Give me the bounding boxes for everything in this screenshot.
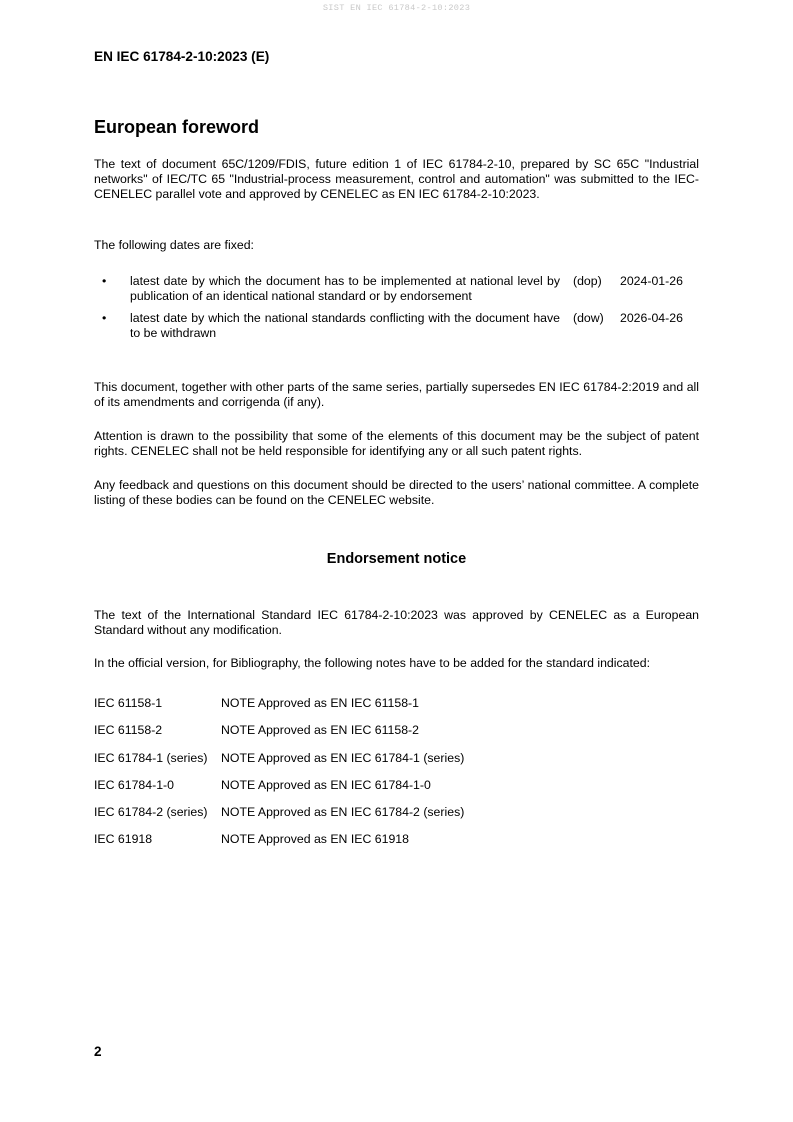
date-description: latest date by which the national standards conflicting with the document have to be withdrawn <box>130 311 560 340</box>
foreword-paragraph-2: The following dates are fixed: <box>94 238 254 252</box>
endorsement-title: Endorsement notice <box>326 551 467 567</box>
date-code: (dow) <box>573 311 604 325</box>
document-id: EN IEC 61784-2-10:2023 (E) <box>94 49 270 64</box>
standard-ref: IEC 61784-2 (series) <box>94 805 208 820</box>
date-value: 2024-01-26 <box>620 274 683 288</box>
standard-ref: IEC 61918 <box>94 832 153 847</box>
standard-ref: IEC 61158-2 <box>94 723 163 738</box>
standard-note: NOTE Approved as EN IEC 61158-1 <box>221 696 419 710</box>
standard-note: NOTE Approved as EN IEC 61918 <box>221 832 409 847</box>
note-row <box>94 696 699 723</box>
note-row <box>94 778 699 805</box>
note-row <box>94 751 699 778</box>
standard-note: NOTE Approved as EN IEC 61784-1-0 <box>221 777 431 792</box>
foreword-paragraph-5: Any feedback and questions on this document should be directed to the users’ national committee. A complete listing of these bodies can be found on the CENELEC website. <box>94 478 699 507</box>
note-row <box>94 723 699 750</box>
standard-note: NOTE Approved as EN IEC 61784-2 (series) <box>221 805 465 820</box>
endorsement-paragraph-1: The text of the International Standard IEC 61784-2-10:2023 was approved by CENELEC as a European Standard without any modification. <box>94 608 699 637</box>
standard-note: NOTE Approved as EN IEC 61784-1 (series) <box>221 750 465 765</box>
date-value: 2026-04-26 <box>620 311 683 325</box>
date-code: (dop) <box>573 274 602 288</box>
foreword-title: European foreword <box>94 117 260 137</box>
standard-ref: IEC 61158-1 <box>94 696 163 710</box>
page-number: 2 <box>94 1044 102 1059</box>
endorsement-paragraph-2: In the official version, for Bibliography, the following notes have to be added for the standard indicated: <box>94 656 650 670</box>
foreword-paragraph-1: The text of document 65C/1209/FDIS, future edition 1 of IEC 61784-2-10, prepared by SC 65C "Industrial networks" of IEC/TC 65 "Industrial-process measurement, control and automation" was submitted to the IEC-CENELEC parallel vote and approved by CENELEC as EN IEC 61784-2-10:2023. <box>94 157 699 201</box>
standard-note: NOTE Approved as EN IEC 61158-2 <box>221 723 419 738</box>
note-row <box>94 805 699 832</box>
foreword-paragraph-3: This document, together with other parts of the same series, partially supersedes EN IEC 61784-2:2019 and all of its amendments and corrigenda (if any). <box>94 380 699 409</box>
foreword-paragraph-4: Attention is drawn to the possibility that some of the elements of this document may be the subject of patent rights. CENELEC shall not be held responsible for identifying any or all such patent rights. <box>94 429 699 458</box>
date-item-dow <box>94 311 699 348</box>
bibliography-notes <box>94 696 699 860</box>
bullet: • <box>102 274 107 288</box>
standard-ref: IEC 61784-1-0 <box>94 777 174 792</box>
bullet: • <box>102 311 107 325</box>
standard-ref: IEC 61784-1 (series) <box>94 750 208 765</box>
date-item-dop <box>94 274 699 311</box>
dates-list <box>94 274 699 348</box>
date-description: latest date by which the document has to be implemented at national level by publication of an identical national standard or by endorsement <box>130 274 560 303</box>
note-row <box>94 832 699 859</box>
watermark: SIST EN IEC 61784-2-10:2023 <box>322 3 471 13</box>
